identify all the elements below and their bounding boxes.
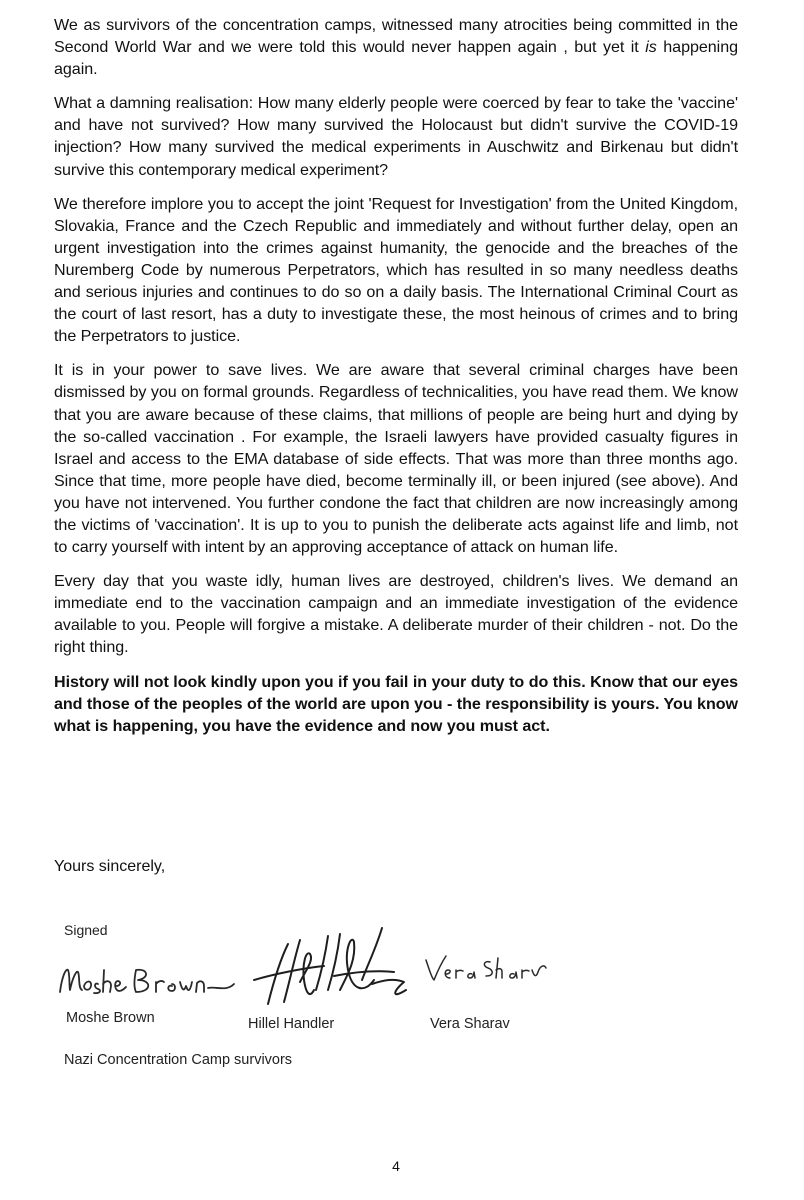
page-number: 4: [392, 1158, 400, 1174]
signature-moshe-brown: [56, 956, 262, 1004]
paragraph-4: It is in your power to save lives. We are aware that several criminal charges have been dismissed by you on formal grounds. Regardless of technicalities, you have read them. We know that you are aware because of these claims, that millions of people are being hurt and dying by the so-called vaccination . For example, the Israeli lawyers have provided casualty figures in Israel and access to the EMA database of side effects. That was more than three months ago. Since that time, more people have died, become terminally ill, or been injured (see above). And you have not intervened. You further condone the fact that children are now increasingly among the victims of 'vaccination'. It is up to you to punish the deliberate acts against life and limb, not to carry yourself with intent by an approving acceptance of attack on human life.: [54, 361, 738, 557]
signatory-name-3: Vera Sharav: [430, 1016, 510, 1032]
signatory-name-2: Hillel Handler: [248, 1016, 335, 1032]
emphasis-word: is: [645, 38, 657, 57]
signatory-name-1: Moshe Brown: [66, 1010, 155, 1026]
handwritten-signature-icon: [420, 948, 550, 988]
letter-body: [54, 14, 738, 749]
paragraph-2: What a damning realisation: How many elderly people were coerced by fear to take the 'vaccine' and have not survived? How many survived the Holocaust but didn't survive the COVID-19 injection? How many survived the medical experiments in Auschwitz and Birkenau but didn't survive this contemporary medical experiment?: [54, 94, 738, 179]
signed-label: Signed: [64, 922, 108, 938]
paragraph-5: Every day that you waste idly, human lives are destroyed, children's lives. We demand an immediate end to the vaccination campaign and an immediate investigation of the evidence available to you. People will forgive a mistake. A deliberate murder of their children - not. Do the right thing.: [54, 572, 738, 657]
paragraph-1-tail: happening again.: [54, 38, 738, 79]
handwritten-signature-icon: [244, 920, 424, 1012]
closing-salutation: Yours sincerely,: [54, 858, 166, 875]
paragraph-6-bold: History will not look kindly upon you if you fail in your duty to do this. Know that our eyes and those of the peoples of the world are upon you - the responsibility is yours. You know what is happening, you have the evidence and now you must act.: [54, 672, 738, 735]
handwritten-signature-icon: [56, 956, 262, 1004]
group-caption: Nazi Concentration Camp survivors: [64, 1052, 293, 1068]
paragraph-3: We therefore implore you to accept the joint 'Request for Investigation' from the United Kingdom, Slovakia, France and the Czech Republic and immediately and without further delay, open an urgent investigation into the crimes against humanity, the genocide and the breaches of the Nuremberg Code by numerous Perpetrators, which has resulted in so many needless deaths and serious injuries and continues to do so on a daily basis. The International Criminal Court as the court of last resort, has a duty to investigate these, the most heinous of crimes and to bring the Perpetrators to justice.: [54, 194, 738, 346]
signature-hillel-handler: [244, 920, 424, 1012]
signature-vera-sharav: [420, 948, 550, 988]
paragraph-1-text: We as survivors of the concentration camps, witnessed many atrocities being committed in the Second World War and we were told this would never happen again , but yet it: [54, 16, 738, 57]
paragraph-1: [54, 14, 738, 80]
